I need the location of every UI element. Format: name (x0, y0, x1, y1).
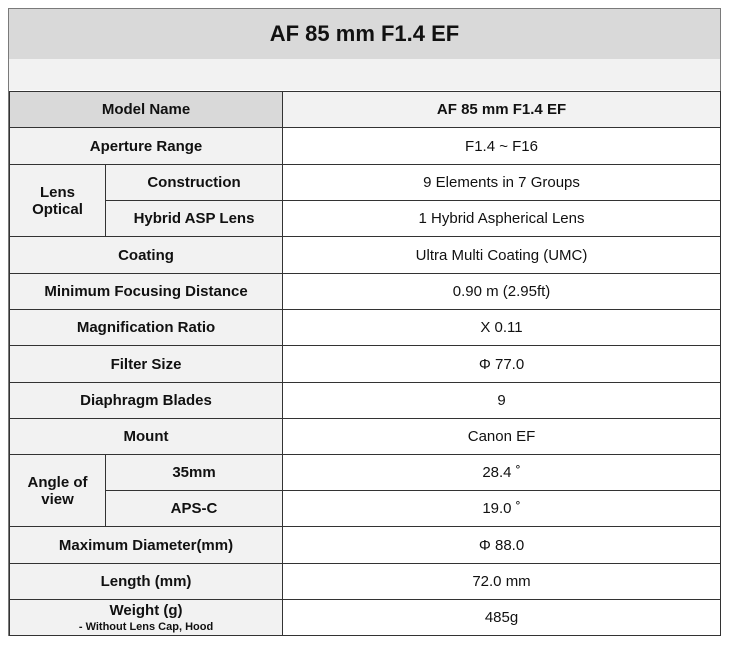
row-label: Aperture Range (10, 128, 283, 165)
table-row (10, 600, 721, 636)
row-label-note: - Without Lens Cap, Hood (78, 621, 214, 633)
row-value: 72.0 mm (283, 564, 721, 600)
table-row (10, 346, 721, 383)
row-label: Magnification Ratio (10, 310, 283, 346)
group-label-lens-optical (10, 165, 106, 237)
group-label-line: Angle of (27, 473, 88, 491)
row-value: 9 Elements in 7 Groups (283, 165, 721, 201)
row-value: X 0.11 (283, 310, 721, 346)
group-label-line: Optical (32, 200, 83, 218)
header-value: AF 85 mm F1.4 EF (283, 92, 721, 128)
page-title: AF 85 mm F1.4 EF (9, 9, 720, 59)
row-value: 1 Hybrid Aspherical Lens (283, 201, 721, 237)
row-value: Canon EF (283, 419, 721, 455)
table-row (10, 165, 721, 201)
row-label: Hybrid ASP Lens (106, 201, 283, 237)
table-row (10, 237, 721, 274)
row-value: F1.4 ~ F16 (283, 128, 721, 165)
table-row (10, 128, 721, 165)
header-label: Model Name (10, 92, 283, 128)
table-row (10, 201, 721, 237)
row-label: Length (mm) (10, 564, 283, 600)
table-row (10, 564, 721, 600)
table-row (10, 455, 721, 491)
table-row (10, 310, 721, 346)
row-value: Φ 88.0 (283, 527, 721, 564)
row-value: 485g (283, 600, 721, 636)
row-value: 9 (283, 383, 721, 419)
row-label-weight (10, 600, 283, 636)
row-label: Mount (10, 419, 283, 455)
row-label: 35mm (106, 455, 283, 491)
row-label: Construction (106, 165, 283, 201)
row-label: Maximum Diameter(mm) (10, 527, 283, 564)
row-value: 19.0 ˚ (283, 491, 721, 527)
table-row (10, 491, 721, 527)
row-value: 28.4 ˚ (283, 455, 721, 491)
row-value: 0.90 m (2.95ft) (283, 274, 721, 310)
row-label: Coating (10, 237, 283, 274)
table-row (10, 527, 721, 564)
row-label: Diaphragm Blades (10, 383, 283, 419)
group-label-angle-of-view (10, 455, 106, 527)
group-label-line: view (41, 490, 74, 508)
row-label: APS-C (106, 491, 283, 527)
table-row (10, 274, 721, 310)
table-row (10, 419, 721, 455)
table-header-row (10, 92, 721, 128)
row-label: Weight (g) (109, 602, 183, 619)
row-label: Filter Size (10, 346, 283, 383)
row-label: Minimum Focusing Distance (10, 274, 283, 310)
table-row (10, 383, 721, 419)
spec-table (9, 91, 721, 636)
row-value: Ultra Multi Coating (UMC) (283, 237, 721, 274)
group-label-line: Lens (39, 183, 75, 201)
title-spacer (9, 59, 720, 90)
row-value: Φ 77.0 (283, 346, 721, 383)
